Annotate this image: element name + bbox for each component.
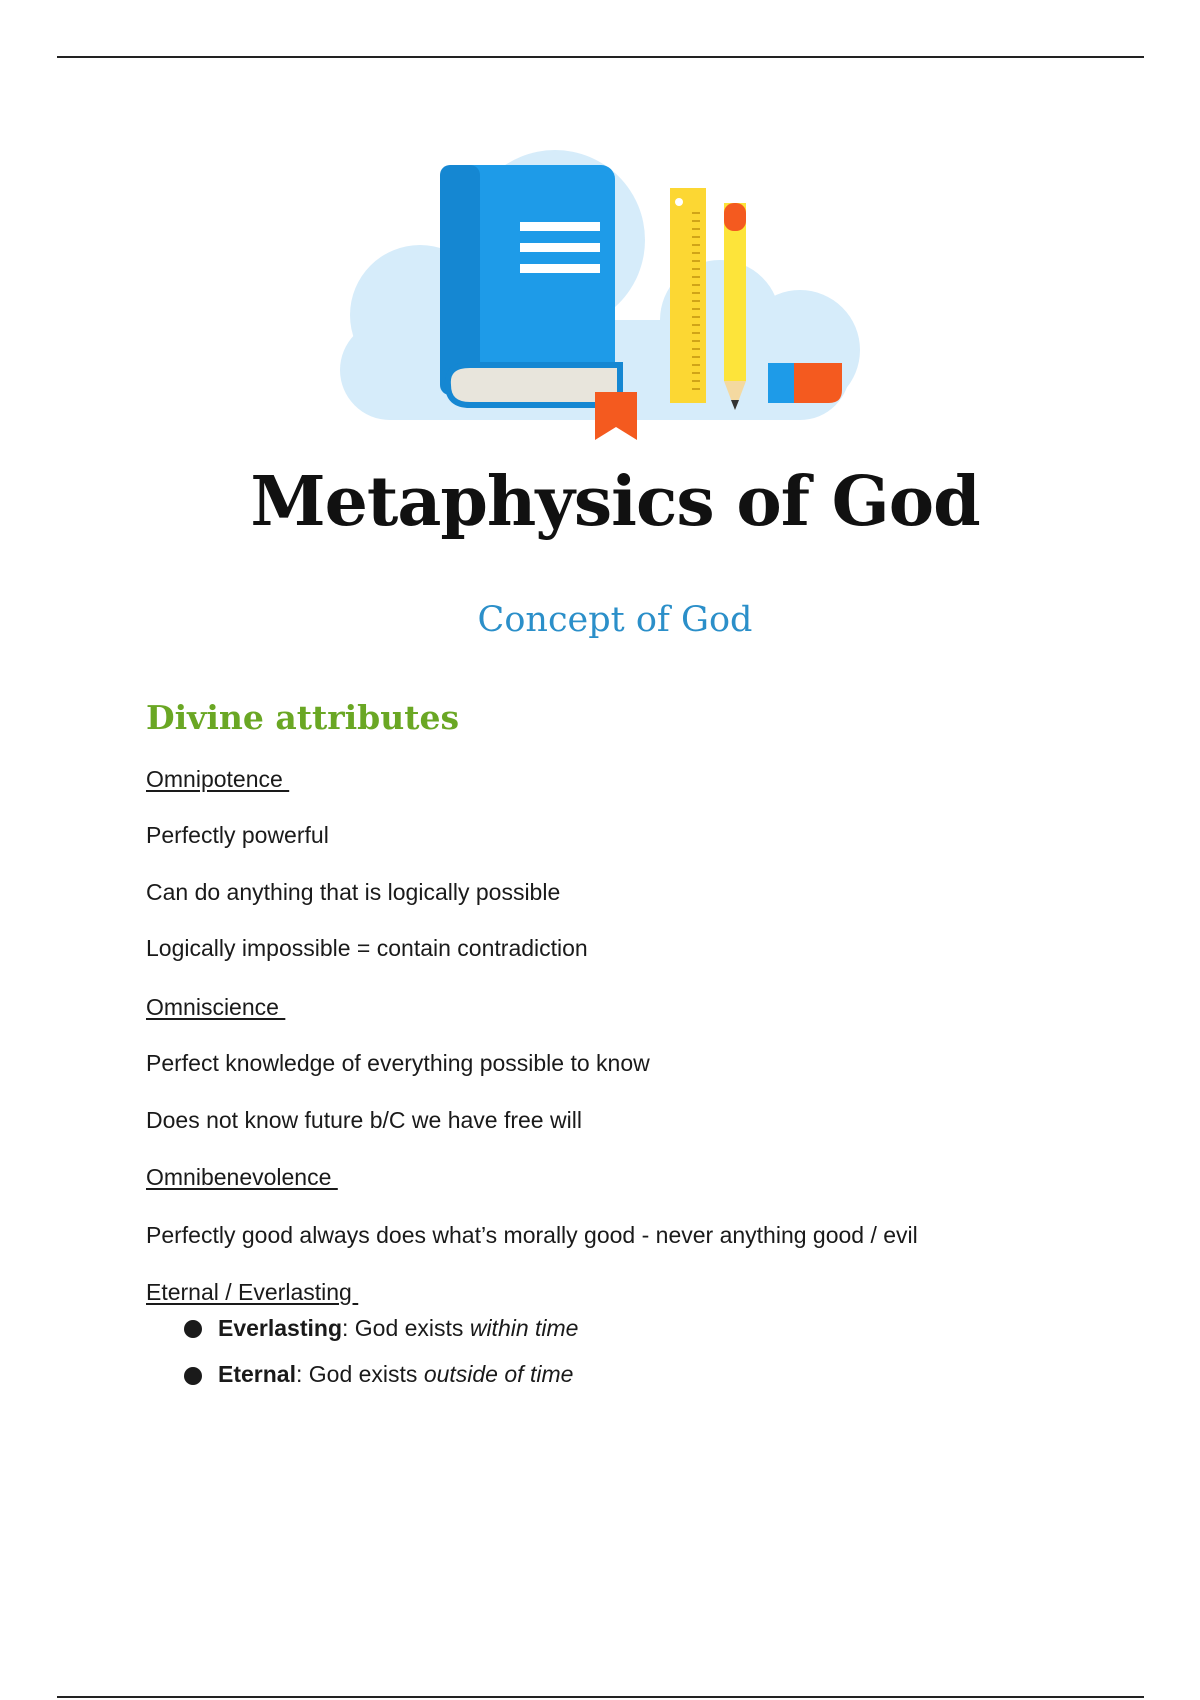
bullet-icon bbox=[184, 1367, 202, 1385]
paragraph: Perfectly good always does what’s morally good - never anything good / evil bbox=[146, 1222, 918, 1248]
list-item bbox=[218, 1361, 573, 1388]
paragraph: Logically impossible = contain contradiction bbox=[146, 935, 588, 961]
attribute-heading-omnipotence: Omnipotence bbox=[146, 766, 290, 792]
paragraph: Perfectly powerful bbox=[146, 822, 329, 848]
top-rule bbox=[57, 56, 1144, 58]
section-heading: Divine attributes bbox=[146, 698, 460, 737]
book-ruler-pencil-eraser-icon bbox=[330, 120, 910, 460]
bullet-text: : God exists bbox=[342, 1315, 470, 1341]
attribute-heading-eternal: Eternal / Everlasting bbox=[146, 1279, 359, 1305]
list-item bbox=[218, 1315, 578, 1342]
bullet-term: Everlasting bbox=[218, 1315, 342, 1341]
book-shape bbox=[440, 165, 637, 440]
paragraph: Perfect knowledge of everything possible to know bbox=[146, 1050, 650, 1076]
document-title: Metaphysics of God bbox=[250, 462, 980, 542]
pencil-shape bbox=[724, 203, 746, 410]
attribute-heading-omnibenevolence: Omnibenevolence bbox=[146, 1164, 338, 1190]
bullet-term: Eternal bbox=[218, 1361, 296, 1387]
bullet-text: : God exists bbox=[295, 1361, 424, 1387]
attribute-heading-omniscience: Omniscience bbox=[146, 994, 286, 1020]
document-subtitle: Concept of God bbox=[477, 600, 753, 640]
eraser-shape bbox=[768, 363, 842, 403]
paragraph: Can do anything that is logically possible bbox=[146, 879, 561, 905]
bullet-emphasis: within time bbox=[469, 1315, 579, 1341]
bullet-emphasis: outside of time bbox=[423, 1361, 574, 1387]
ruler-shape bbox=[670, 188, 706, 403]
paragraph: Does not know future b/C we have free will bbox=[146, 1107, 582, 1133]
bullet-icon bbox=[184, 1320, 202, 1338]
bottom-rule bbox=[57, 1696, 1144, 1698]
